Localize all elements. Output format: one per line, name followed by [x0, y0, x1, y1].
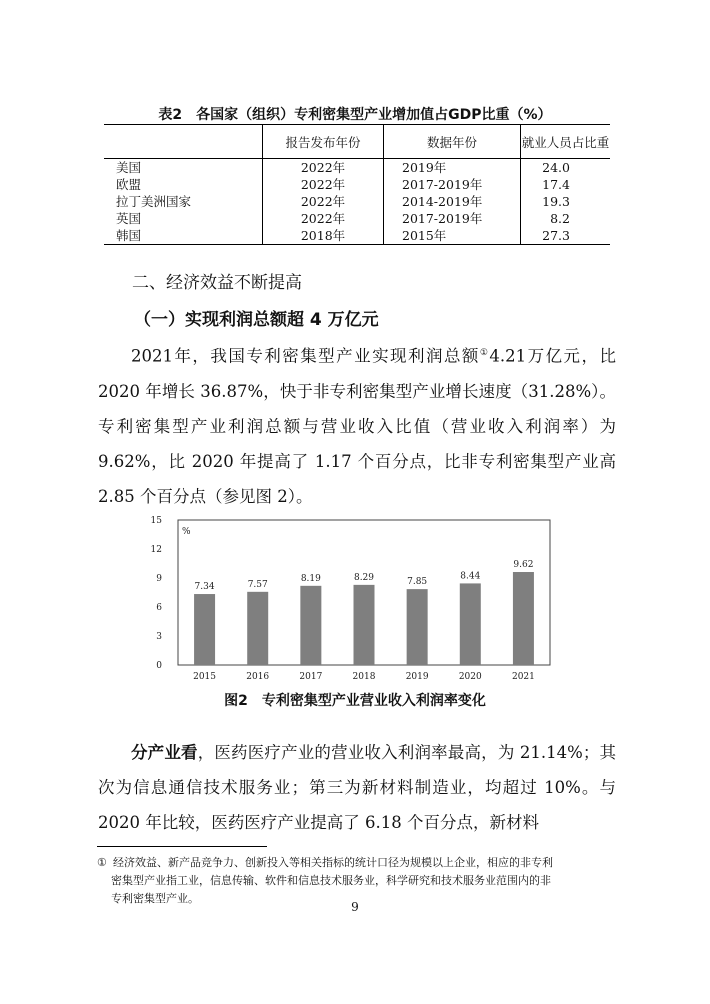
- y-tick-label: 15: [150, 516, 162, 526]
- subsection-heading: （一）实现利润总额超 4 万亿元: [134, 310, 379, 330]
- bar: [354, 585, 375, 665]
- y-tick-label: 3: [156, 632, 162, 642]
- footnote-line: 专利密集型产业。: [111, 892, 199, 905]
- data-label: 7.85: [407, 577, 428, 588]
- data-label: 9.62: [513, 560, 534, 571]
- body-paragraph: [98, 735, 616, 840]
- table-header-cell: 报告发布年份: [263, 125, 384, 159]
- body-paragraph: [98, 336, 616, 514]
- table-cell: 2022年: [263, 176, 384, 193]
- footnote-marker: ①: [97, 856, 107, 869]
- gdp-share-table: [104, 124, 610, 245]
- table-header-cell: 数据年份: [384, 125, 521, 159]
- table-cell: 2022年: [263, 193, 384, 210]
- table-cell: 2017-2019年: [384, 176, 521, 193]
- table-cell: 韩国: [104, 227, 263, 245]
- y-tick-label: 0: [156, 661, 162, 671]
- x-tick-label: 2020: [458, 672, 482, 682]
- data-label: 8.19: [300, 573, 321, 584]
- y-tick-label: 6: [156, 603, 162, 613]
- table-cell: 欧盟: [116, 177, 142, 192]
- bar: [247, 592, 268, 665]
- x-tick-label: 2017: [299, 672, 323, 682]
- footnote-reference: ①: [479, 348, 490, 358]
- table-cell: 美国: [116, 160, 142, 175]
- footnote-line: 密集型产业指工业，信息传输、软件和信息技术服务业，科学研究和技术服务业范围内的非: [111, 874, 551, 887]
- table-cell: 19.3: [521, 193, 611, 210]
- table-cell: 2014-2019年: [384, 193, 521, 210]
- table-cell: 英国: [116, 211, 142, 226]
- bar: [407, 589, 428, 665]
- table-cell: 2018年: [263, 227, 384, 245]
- data-label: 7.57: [247, 579, 268, 590]
- table-title: 表2 各国家（组织）专利密集型产业增加值占GDP比重（%）: [158, 107, 552, 123]
- table-cell: 2022年: [263, 210, 384, 227]
- x-tick-label: 2015: [193, 672, 217, 682]
- paragraph-text: 2021年，我国专利密集型产业实现利润总额: [131, 346, 480, 366]
- paragraph-text: 4.21万亿元，比 2020 年增长 36.87%，快于非专利密集型产业增长速度（31.28%）。专利密集型产业利润总额与营业收入比值（营业收入利润率）为 9.62%，比 2020 年提高了 1.17 个百分点，比非专利密集型产业高 2.85 个百分点（参见图 2）。: [98, 346, 616, 506]
- data-label: 8.44: [460, 571, 481, 582]
- table-header-cell: [104, 125, 263, 159]
- bar: [300, 586, 321, 665]
- figure-caption: 图2 专利密集型产业营业收入利润率变化: [224, 693, 486, 709]
- table-cell: 27.3: [521, 227, 611, 245]
- table-cell: 2019年: [384, 159, 521, 177]
- x-tick-label: 2018: [352, 672, 376, 682]
- bar: [513, 572, 534, 665]
- x-tick-label: 2021: [511, 672, 535, 682]
- section-heading: 二、经济效益不断提高: [132, 273, 302, 293]
- bar: [460, 583, 481, 665]
- paragraph-text: ，医药医疗产业的营业收入利润率最高，为 21.14%；其次为信息通信技术服务业；第三为新材料制造业，均超过 10%。与 2020 年比较，医药医疗产业提高了 6.18 个百分点，新材料: [98, 743, 616, 832]
- data-label: 7.34: [194, 582, 215, 593]
- footnote-divider: [97, 846, 267, 847]
- table-cell: 2015年: [384, 227, 521, 245]
- table-cell: 2017-2019年: [384, 210, 521, 227]
- data-label: 8.29: [353, 572, 375, 583]
- table-row: [104, 159, 610, 177]
- page-number: 9: [351, 900, 359, 914]
- x-tick-label: 2019: [405, 672, 429, 682]
- table-row: [104, 210, 610, 227]
- y-tick-label: 9: [156, 574, 162, 584]
- bar: [194, 594, 215, 665]
- unit-label: %: [182, 527, 191, 537]
- table-row: [104, 227, 610, 245]
- table-cell: 24.0: [521, 159, 611, 177]
- paragraph-lead: 分产业看: [131, 743, 198, 762]
- table-row: [104, 193, 610, 210]
- table-cell: 8.2: [521, 210, 611, 227]
- x-tick-label: 2016: [246, 672, 270, 682]
- y-tick-label: 12: [150, 545, 162, 555]
- profit-margin-bar-chart: [120, 508, 560, 688]
- table-cell: 拉丁美洲国家: [116, 194, 192, 209]
- table-cell: 17.4: [521, 176, 611, 193]
- table-header-row: [104, 125, 610, 159]
- table-cell: 2022年: [263, 159, 384, 177]
- table-header-cell: 就业人员占比重: [521, 125, 611, 159]
- table-row: [104, 176, 610, 193]
- footnote-line: 经济效益、新产品竞争力、创新投入等相关指标的统计口径为规模以上企业，相应的非专利: [113, 856, 553, 869]
